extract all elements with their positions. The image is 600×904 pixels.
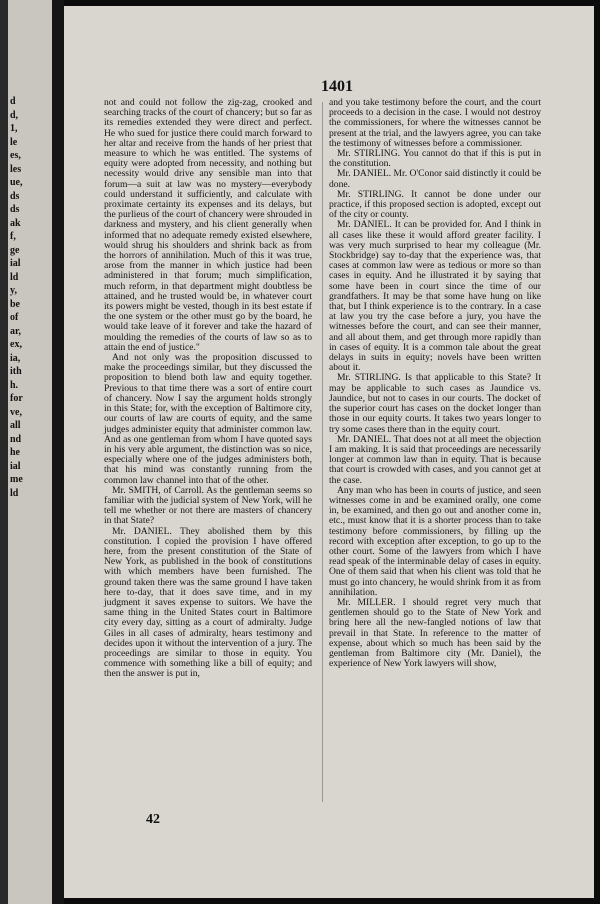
margin-fragment: ds [10, 190, 20, 202]
left-column-paragraph: Mr. SMITH, of Carroll. As the gentleman seems so familiar with the judicial system of New York, will he tell me whether or not there are masters of chancery in that State? [104, 484, 312, 527]
margin-fragment: le [10, 136, 18, 148]
margin-fragment: d, [10, 109, 19, 121]
margin-fragment: y, [10, 285, 17, 296]
margin-fragment: nd [10, 433, 22, 445]
previous-page-margin [8, 0, 52, 904]
right-column-paragraph: Mr. STIRLING. It cannot be done under our practice, if this proposed section is adopted, except out of the city or county. [329, 188, 541, 221]
left-column [104, 98, 312, 680]
right-column-paragraph: Mr. DANIEL. It can be provided for. And I think in all cases like these it would afford greater facility. I was very much surprised to hear my colleague (Mr. Stockbridge) say to-day that the experience was, that cases at common law were as tedious or more so than cases in equity. And he illustrated it by saying that some have been in court since the time of our grandfathers. It may be that some have hung on like that, but I think experience is to the contrary. In a case at law you try the case before a jury, you have the witnesses before the court, and can see their manner, and all about them, and get through more rapidly than in cases of equity. It is a common tale about the great delays in suits in equity; novels have been written about it. [329, 219, 541, 374]
margin-fragment: ia, [10, 352, 21, 364]
margin-fragment: h. [10, 379, 19, 391]
margin-fragment: ue, [10, 177, 23, 188]
margin-fragment: ld [10, 487, 19, 499]
margin-fragment: ar, [10, 325, 22, 337]
right-column-paragraph: Mr. DANIEL. Mr. O'Conor said distinctly it could be done. [329, 168, 541, 190]
page-number: 1401 [321, 78, 353, 95]
margin-fragment: es, [10, 150, 21, 161]
margin-fragment: for [10, 393, 23, 404]
margin-fragment: d [10, 96, 16, 107]
left-column-paragraph: not and could not follow the zig-zag, crooked and searching tracks of the court of chancery; but so far as its remedies extended they were direct and perfect. He who sued for justice there could march forward to her altar and receive from the hands of her priest that measure to which he was entitled. The systems of equity were adopted from necessity, and nothing but necessity would drive any sensible man into that forum—a suit at law was no mystery—everybody could understand it sufficiently, and calculate with proximate certainty its expenses and its delays, but the purlieus of the court of chancery were shrouded in darkness and mystery, and his client generally when informed that no adequate remedy existed elsewhere, would shrug his shoulders and shrink back as from the horrors of annihilation. Much of this it was true, arose from the manner in which justice had been administered in that forum; much simplification, much reform, in that department might doubtless be attained, and he trusted would be, in whatever court its powers might be vested, though in its best estate if the one system or the other must go by the board, he would take leave of it forever and take the hazard of moulding the remedies of the courts of law so as to attain the end of justice." [104, 97, 312, 353]
book-gutter [52, 0, 64, 904]
margin-fragment: ial [10, 460, 21, 472]
margin-fragment: all [10, 420, 21, 431]
document-page [64, 6, 594, 898]
margin-fragment: 1, [10, 123, 18, 134]
margin-fragment: les [10, 163, 22, 175]
margin-fragment: he [10, 447, 20, 458]
margin-fragment: ex, [10, 339, 22, 350]
right-column-paragraph: Mr. MILLER. I should regret very much that gentlemen should go to the State of New York and bring here all the new-fangled notions of law that prevail in that State. In reference to the matter of expense, about which so much has been said by the gentleman from Baltimore city (Mr. Daniel), the experience of New York lawyers will show, [329, 596, 541, 670]
margin-fragment: ds [10, 204, 20, 215]
right-column-paragraph: and you take testimony before the court, and the court proceeds to a decision in the case. I would not destroy the commissioners, for where the witnesses cannot be present at the trial, and the lawyers agree, you can take the testimony of witnesses before a commissioner. [329, 97, 541, 149]
right-column-paragraph: Mr. STIRLING. Is that applicable to this State? It may be applicable to such cases as Jaundice vs. Jaundice, but not to cases in our courts. The docket of the superior court has cases on the docket longer than those in our equity courts. It takes two years longer to try some cases there than in the equity court. [329, 372, 541, 435]
right-column-paragraph: Mr. DANIEL. That does not at all meet the objection I am making. It is said that proceedings are necessarily longer at common law than in equity. That is because that court is crowded with cases, and you cannot get at the case. [329, 433, 541, 486]
margin-fragment: f, [10, 231, 16, 242]
signature-mark: 42 [146, 812, 160, 827]
left-column-paragraph: Mr. DANIEL. They abolished them by this constitution. I copied the provision I have offered here, from the present constitution of the State of New York, as published in the book of constitutions with which members have been furnished. The ground taken there was the same ground I have taken here to-day, that it does save time, and in my judgment it saves expense to suitors. We have the same thing in the United States court in Baltimore city every day, sitting as a court of admiralty. Judge Giles in all cases of admiralty, hears testimony and decides upon it without the intervention of a jury. The proceedings are similar to those in equity. You commence with something like a bill of equity; and then the answer is put in, [104, 525, 312, 680]
margin-fragment: of [10, 312, 19, 323]
margin-fragment: me [10, 474, 23, 485]
margin-fragment: ge [10, 244, 20, 256]
margin-fragment: be [10, 298, 20, 310]
right-column-paragraph: Any man who has been in courts of justice, and seen witnesses come in and be examined orally, one come in, be examined, and then go out and another come in, etc., must know that it is a shorter process than to take testimony before commissioners, by filling up the record with exception after exception, to go up to the other court. Some of the lawyers from which I have read speak of the interminable delay of cases in equity. One of them said that when his client was told that he must go into chancery, he would shrink from it as from annihilation. [329, 484, 541, 598]
margin-fragment: ak [10, 217, 21, 229]
margin-fragment: ve, [10, 406, 22, 418]
right-column-paragraph: Mr. STIRLING. You cannot do that if this is put in the constitution. [329, 148, 541, 170]
right-column [329, 98, 541, 669]
left-column-paragraph: And not only was the proposition discussed to make the proceedings similar, but they discussed the proposition to blend both law and equity together. Previous to that time there was a sort of entire court of chancery. Now I say the argument holds strongly in this State; for, with the exception of Baltimore city, our courts of law are courts of equity, and the same judges administer equity that administer common law. And as one gentleman from whom I have quoted says in his very able argument, the distinction was so nice, especially where one of the judges administers both, that his mind was constantly running from the common law channel into that of the other. [104, 352, 312, 486]
margin-fragment: ith [10, 366, 22, 377]
column-divider [322, 102, 323, 802]
margin-fragment: ld [10, 271, 19, 283]
margin-fragment: ial [10, 258, 21, 269]
